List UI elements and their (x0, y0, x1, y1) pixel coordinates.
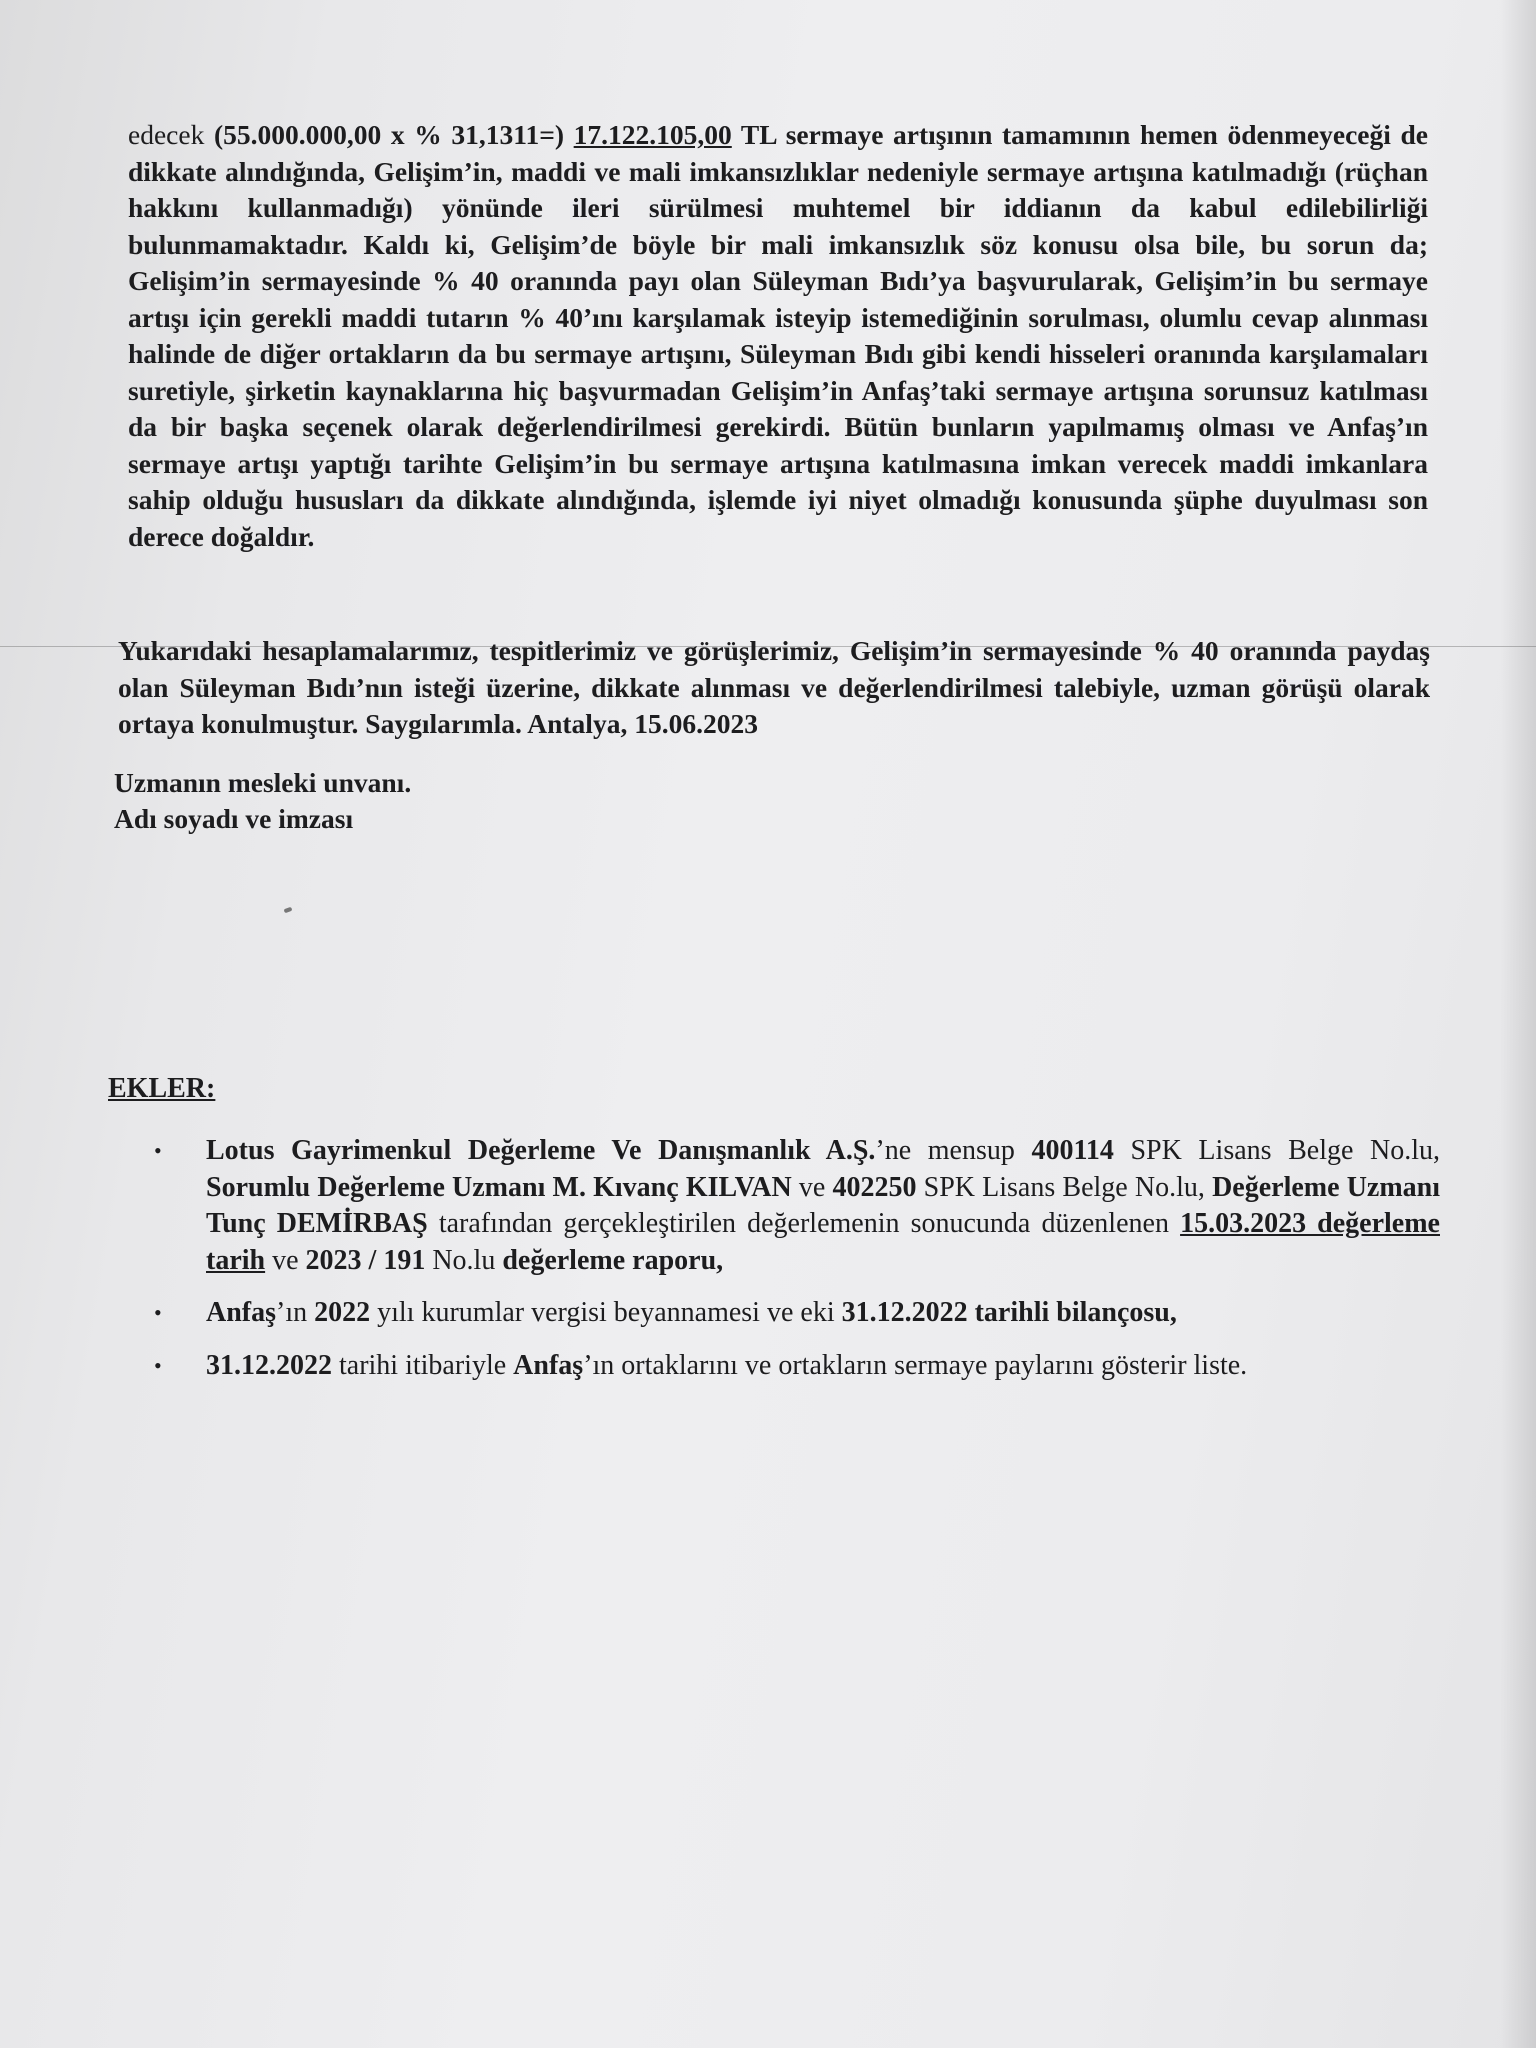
p1-lead: edecek (128, 119, 214, 150)
signature-title-line: Uzmanın mesleki unvanı. (114, 767, 412, 798)
paragraph-2: Yukarıdaki hesaplamalarımız, tespitlerimiz ve görüşlerimiz, Gelişim’in sermayesinde % 40 oranında paydaş olan Süleyman Bıdı’nın isteği üzerine, dikkate alınması ve değerlendirilmesi talebiyle, uzman görüşü olarak ortaya konulmuştur. Saygılarımla. Antalya, 15.06.2023 (118, 635, 1430, 739)
bullet-icon: • (154, 1300, 162, 1325)
signature-block (114, 765, 714, 837)
p1-calculation: (55.000.000,00 x % 31,1311=) (213, 119, 565, 150)
page-edge-shadow (1500, 0, 1536, 2048)
p1-amount: 17.122.105,00 (573, 119, 732, 150)
p1-body: TL sermaye artışının tamamının hemen ödenmeyeceği de dikkate alındığında, Gelişim’in, maddi ve mali imkansızlıklar nedeniyle sermaye artışına katılmadığı (rüçhan hakkını kullanmadığı) yönünde ileri sürülmesi muhtemel bir iddianın da kabul edilebilirliği bulunmamaktadır. Kaldı ki, Gelişim’de böyle bir mali imkansızlık söz konusu olsa bile, bu sorun da; Gelişim’in sermayesinde % 40 oranında payı olan Süleyman Bıdı’ya başvurularak, Gelişim’in bu sermaye artışı için gerekli maddi tutarın % 40’ını karşılamak isteyip istemediğinin sorulması, olumlu cevap alınması halinde de diğer ortakların da bu sermaye artışını, Süleyman Bıdı gibi kendi hisseleri oranında karşılamaları suretiyle, şirketin kaynaklarına hiç başvurmadan Gelişim’in Anfaş’taki sermaye artışına sorunsuz katılması da bir başka seçenek olarak değerlendirilmesi gerekirdi. Bütün bunların yapılmamış olması ve Anfaş’ın sermaye artışı yaptığı tarihte Gelişim’in bu sermaye artışına katılmasına imkan verecek maddi imkanlara sahip olduğu hususları da dikkate alındığında, işlemde iyi niyet olmadığı konusunda şüphe duyulması son derece doğaldır. (128, 119, 1429, 552)
ekler-heading: EKLER: (108, 1073, 216, 1104)
paragraph-1 (128, 117, 1428, 555)
bullet-icon: • (154, 1138, 162, 1163)
list-item: • 31.12.2022 tarihi itibariyle Anfaş’ın ortaklarını ve ortakların sermaye paylarını gösterir liste. (150, 1348, 1440, 1385)
bullet-icon: • (154, 1352, 162, 1378)
pen-mark (284, 907, 293, 913)
signature-name-line: Adı soyadı ve imzası (114, 803, 354, 834)
list-item: • Lotus Gayrimenkul Değerleme Ve Danışmanlık A.Ş.’ne mensup 400114 SPK Lisans Belge No.lu, Sorumlu Değerleme Uzmanı M. Kıvanç KILVAN ve 402250 SPK Lisans Belge No.lu, Değerleme Uzmanı Tunç DEMİRBAŞ tarafından gerçekleştirilen değerlemenin sonucunda düzenlenen 15.03.2023 değerleme tarih ve 2023 / 191 No.lu değerleme raporu, (154, 1135, 1441, 1276)
ekler-list (150, 1133, 1440, 1400)
list-item: • Anfaş’ın 2022 yılı kurumlar vergisi beyannamesi ve eki 31.12.2022 tarihli bilançosu, (150, 1295, 1440, 1332)
